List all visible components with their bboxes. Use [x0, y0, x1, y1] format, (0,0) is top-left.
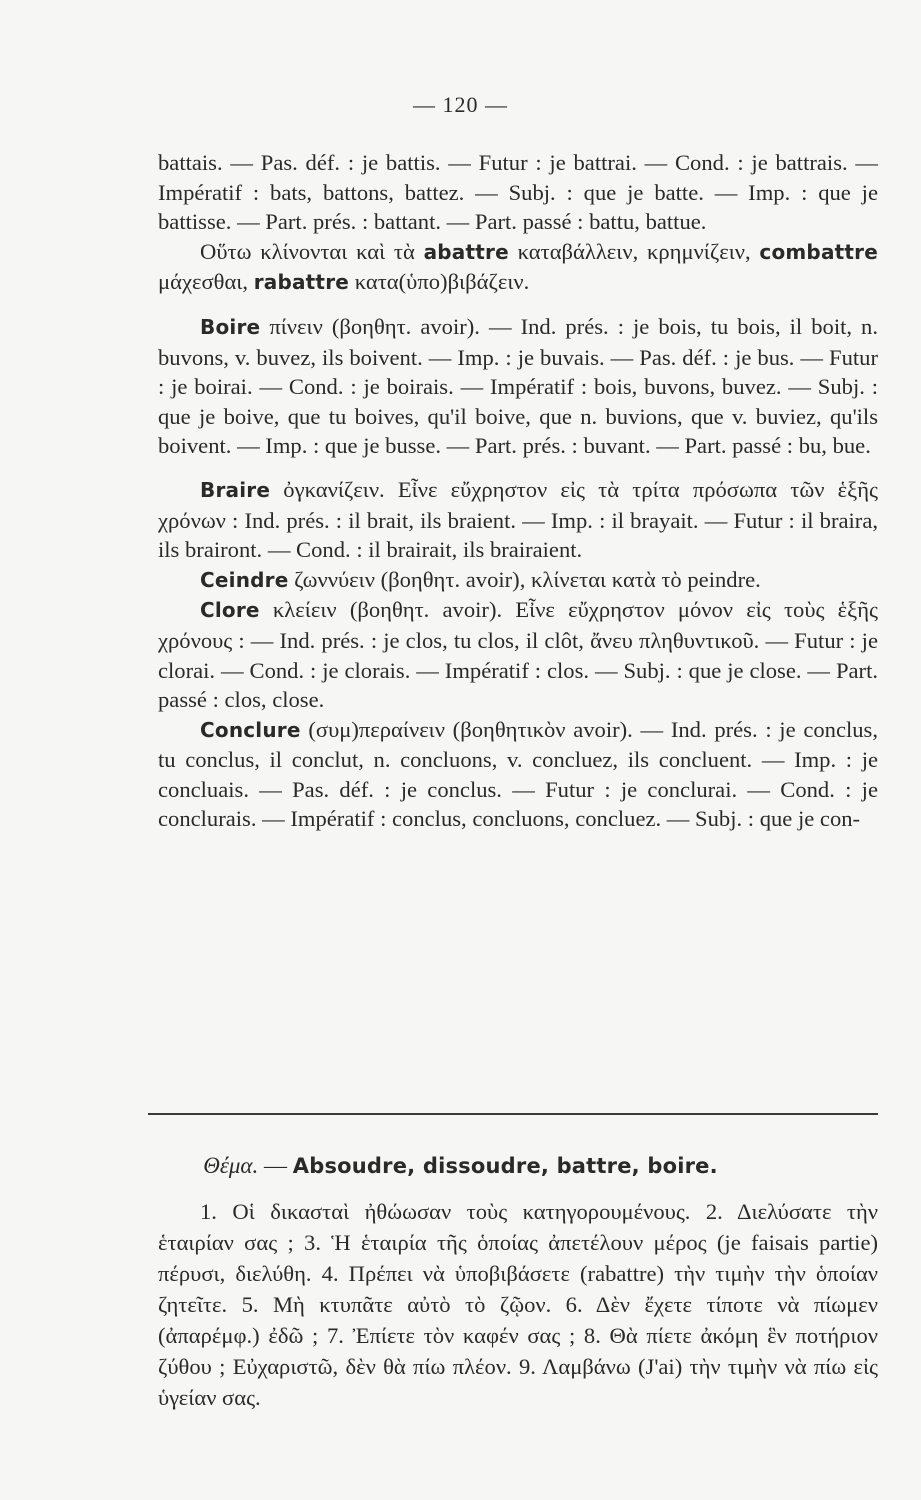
page-number: — 120 — — [413, 92, 508, 117]
battre-continuation: battais. — Pas. déf. : je battis. — Futur : je battrai. — Cond. : je battrais. — Impératif : bats, battons, battez. — Subj. : que je batte. — Imp. : que je battisse. — Part. prés. : battant. — Part. passé : battu, battue. — [158, 150, 878, 235]
entry-head-ceindre: Ceindre — [200, 567, 289, 592]
gloss-abattre: καταβάλλειν, κρημνίζειν, — [517, 238, 751, 264]
entry-text-ceindre: ζωννύειν (βοηθητ. avoir), κλίνεται κατὰ τὸ peindre. — [294, 566, 761, 592]
exercise-text: 1. Οἱ δικασταὶ ἠθώωσαν τοὺς κατηγορουμένους. 2. Διελύσατε τὴν ἑταιρίαν σας ; 3. Ἡ ἑταιρία τῆς ὁποίας ἀπετέλουν μέρος (je faisais partie) πέρυσι, διελύθη. 4. Πρέπει νὰ ὑποβιβάσετε (rabattre) τὴν τιμὴν τὴν ὁποίαν ζητεῖτε. 5. Μὴ κτυπᾶτε αὐτὸ τὸ ζῷον. 6. Δὲν ἔχετε τίποτε νὰ πίωμεν (ἀπαρέμφ.) ἐδῶ ; 7. Ἐπίετε τὸν καφέν σας ; 8. Θὰ πίετε ἀκόμη ἓν ποτήριον ζύθου ; Εὐχαριστῶ, δὲν θὰ πίω πλέον. 9. Λαμβάνω (J'ai) τὴν τιμὴν νὰ πίω εἰς ὑγείαν σας. — [158, 1199, 878, 1410]
entry-head-clore: Clore — [200, 598, 260, 623]
verb-rabattre: rabattre — [253, 270, 350, 295]
entry-ceindre — [158, 565, 878, 596]
entry-clore — [158, 595, 878, 714]
entry-head-boire: Boire — [200, 314, 261, 339]
verb-combattre: combattre — [759, 239, 878, 264]
entry-text-conclure: (συμ)περαίνειν (βοηθητικὸν avoir). — Ind. prés. : je conclus, tu conclus, il conclut, n. concluons, v. concluez, ils concluent. — Imp. : je concluais. — Pas. déf. : je conclus. — Futur : je conclurai. — Cond. : je conclurais. — Impératif : conclus, concluons, concluez. — Subj. : que je con- — [158, 716, 878, 832]
entry-text-braire: ὀγκανίζειν. Εἶνε εὔχρηστον εἰς τὰ τρίτα πρόσωπα τῶν ἑξῆς χρόνων : Ind. prés. : il brait, ils braient. — Imp. : il brayait. — Futur : il braira, ils brairont. — Cond. : il brairait, ils brairaient. — [158, 476, 878, 563]
conjugation-text — [158, 148, 878, 834]
section-divider — [148, 1113, 878, 1115]
entry-conclure — [158, 715, 878, 834]
entry-text-boire: πίνειν (βοηθητ. avoir). — Ind. prés. : je bois, tu bois, il boit, n. buvons, v. buvez, ils boivent. — Imp. : je buvais. — Pas. déf. : je bus. — Futur : je boirai. — Cond. : je boirais. — Impératif : bois, buvons, buvez. — Subj. : que je boive, que tu boives, qu'il boive, que n. buvions, que v. buviez, qu'ils boivent. — Imp. : que je busse. — Part. prés. : buvant. — Part. passé : bu, bue. — [158, 313, 878, 459]
gloss-rabattre: κατα(ὑπο)βιβάζειν. — [354, 269, 530, 295]
exercise-heading: Absoudre, dissoudre, battre, boire. — [292, 1154, 718, 1178]
verb-abattre: abattre — [423, 239, 509, 264]
compound-verbs-note — [158, 237, 878, 298]
entry-boire — [158, 312, 878, 461]
gloss-combattre: μάχεσθαι, — [158, 269, 249, 295]
exercise-label: Θέμα. — [203, 1153, 259, 1178]
entry-text-clore: κλείειν (βοηθητ. avoir). Εἶνε εὔχρηστον μόνον εἰς τοὺς ἑξῆς χρόνους : — Ind. prés. : je clos, tu clos, il clôt, ἄνευ πληθυντικοῦ. — Futur : je clorai. — Cond. : je clorais. — Impératif : clos. — Subj. : que je close. — Part. passé : clos, close. — [158, 597, 878, 713]
entry-head-conclure: Conclure — [200, 717, 301, 742]
exercise-dash: — — [264, 1153, 288, 1178]
exercise-title — [0, 1153, 921, 1179]
compounds-intro: Οὕτω κλίνονται καὶ τὰ — [200, 238, 415, 264]
entry-head-braire: Braire — [200, 477, 271, 502]
entry-braire — [158, 475, 878, 565]
